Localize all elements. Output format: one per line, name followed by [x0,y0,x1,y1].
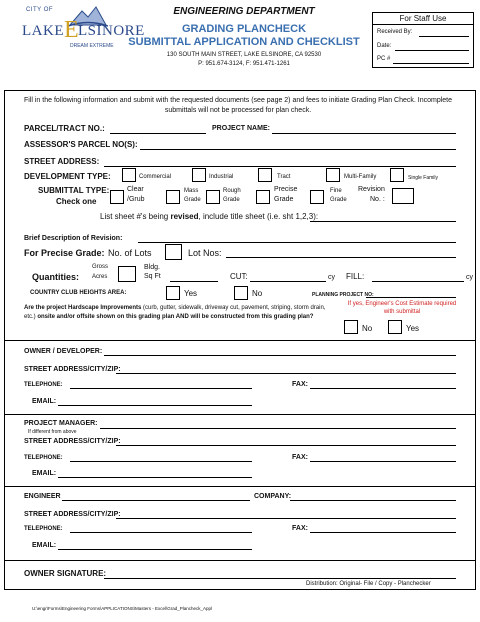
grub-label: /Grub [127,196,145,203]
pm-street-field[interactable] [116,445,456,446]
engineer-street-field[interactable] [116,518,456,519]
hardscape-question [24,304,336,322]
pc-number-field[interactable] [393,63,469,64]
hardscape-yes-label: Yes [406,324,420,333]
project-manager-label: PROJECT MANAGER: [24,420,98,427]
logo-elsinore: LSINORE [78,23,145,39]
hardscape-no-label: No [362,324,373,333]
pm-telephone-label: TELEPHONE: [24,455,63,461]
multi-family-checkbox[interactable] [326,168,340,182]
parcel-field[interactable] [110,133,206,134]
owner-email-field[interactable] [58,405,252,406]
owner-telephone-label: TELEPHONE: [24,382,63,388]
no-of-lots-label: No. of Lots [108,248,152,258]
owner-field[interactable] [104,355,456,356]
company-field[interactable] [290,500,456,501]
lot-nos-field[interactable] [226,257,456,258]
pm-street-label: STREET ADDRESS/CITY/ZIP: [24,438,121,445]
received-by-label: Received By: [377,29,413,35]
logo-e: E [64,17,79,43]
staff-date-label: Date: [377,43,392,49]
distribution-note: Distribution: Original- File / Copy - Planchecker [306,581,431,587]
clear-label: Clear [127,186,144,193]
owner-fax-field[interactable] [310,388,456,389]
owner-signature-field[interactable] [104,578,456,579]
list-sheet-text-c: , include title sheet (i.e. sht 1,2,3): [198,212,319,221]
precise-grade-label: Grade [274,196,294,203]
cut-field[interactable] [250,281,326,282]
planning-project-field[interactable] [366,297,456,298]
engineer-fax-label: FAX: [292,525,308,532]
hardscape-yes-checkbox[interactable] [388,320,402,334]
mass-label: Mass [184,188,199,194]
clear-grub-checkbox[interactable] [110,190,124,204]
brief-description-field[interactable] [138,242,456,243]
gross-acres-box[interactable] [118,266,136,282]
no-of-lots-box[interactable] [165,244,182,260]
assessor-field[interactable] [140,149,456,150]
engineer-telephone-label: TELEPHONE: [24,526,63,532]
revision-number-box[interactable] [392,188,414,204]
submittal-type-label: SUBMITTAL TYPE: [38,186,110,195]
project-manager-field[interactable] [100,428,456,429]
country-club-no-label: No [252,289,263,298]
lot-nos-label: Lot Nos: [188,248,222,258]
fill-cy-label: cy [466,274,473,281]
engineer-email-label: EMAIL: [32,542,57,549]
engineer-label: ENGINEER [24,493,61,500]
pc-number-label: PC # [377,56,391,62]
company-label: COMPANY: [254,493,292,500]
project-manager-note: If different from above [28,429,77,435]
city-logo [6,5,145,61]
header-phone: P: 951.674-3124, F: 951.471-1261 [198,61,290,67]
list-sheet-field[interactable] [310,221,456,222]
rough-label: Rough [223,188,241,194]
industrial-label: Industrial [209,174,234,180]
section-divider-1 [4,340,476,341]
header [124,0,364,67]
logo-lake: LAKE [22,23,64,39]
cut-cy-label: cy [328,274,335,281]
fine-grade-checkbox[interactable] [310,190,324,204]
owner-street-field[interactable] [116,373,456,374]
project-name-field[interactable] [272,133,456,134]
country-club-yes-checkbox[interactable] [166,286,180,300]
precise-label: Precise [274,186,298,193]
section-divider-2 [4,414,476,415]
pm-telephone-field[interactable] [70,461,252,462]
bldg-label: Bldg. [144,264,160,271]
fine-label: Fine [330,188,342,194]
pm-fax-field[interactable] [310,461,456,462]
pm-email-label: EMAIL: [32,470,57,477]
street-address-field[interactable] [104,166,456,167]
industrial-checkbox[interactable] [192,168,206,182]
sqft-label: Sq Ft [144,273,161,280]
cut-label: CUT: [230,272,248,281]
owner-signature-label: OWNER SIGNATURE: [24,569,107,578]
country-club-label: COUNTRY CLUB HEIGHTS AREA: [30,290,127,296]
fill-field[interactable] [372,281,464,282]
staff-use-title: For Staff Use [373,13,473,25]
owner-street-label: STREET ADDRESS/CITY/ZIP: [24,366,121,373]
assessor-label: ASSESSOR'S PARCEL NO(S): [24,140,138,149]
intro-text: Fill in the following information and submit with the requested documents (see page 2) and fees to initiate Grading Plan Check. Incomplete submittals will not be processed for plan check. [23,97,452,114]
acres-label: Acres [92,274,108,280]
planning-project-label: PLANNING PROJECT NO: [312,292,374,298]
list-sheet-revised: revised [170,212,199,221]
precise-grade-checkbox[interactable] [256,190,270,204]
parcel-label: PARCEL/TRACT NO.: [24,124,105,133]
pm-email-field[interactable] [58,477,252,478]
sqft-field[interactable] [170,281,218,282]
staff-use-box [372,12,474,68]
fine-grade-label: Grade [330,197,347,203]
single-family-label: Single Family [408,175,439,181]
engineer-email-field[interactable] [58,549,252,550]
country-club-no-checkbox[interactable] [234,286,248,300]
project-name-label: PROJECT NAME: [212,125,270,132]
footer-file-path: U:\engr\Forms\Engineering Forms\APPLICATIONS\Masters - Excel\Grad_Plancheck_Appl [32,606,212,611]
received-by-field[interactable] [419,36,469,37]
department-title: ENGINEERING DEPARTMENT [173,6,315,17]
owner-label: OWNER / DEVELOPER: [24,348,103,355]
development-type-label: DEVELOPMENT TYPE: [24,172,111,181]
rough-grade-label: Grade [223,197,240,203]
form-title-2: SUBMITTAL APPLICATION AND CHECKLIST [128,36,360,48]
gross-label: Gross [92,264,109,270]
quantities-label: Quantities: [32,272,80,282]
mass-grade-label: Grade [184,197,201,203]
logo-city-of: CITY OF [26,7,54,13]
pm-fax-label: FAX: [292,454,308,461]
owner-telephone-field[interactable] [70,388,252,389]
multi-family-label: Multi-Family [344,174,377,180]
commercial-label: Commercial [139,174,172,180]
owner-email-label: EMAIL: [32,398,57,405]
commercial-checkbox[interactable] [122,168,136,182]
tract-checkbox[interactable] [258,168,272,182]
check-one-label: Check one [56,197,97,206]
country-club-yes-label: Yes [184,289,198,298]
hardscape-text-b: (curb, gutter, sidewalk, driveway cut, pavement, striping, storm drain, etc.) [24,305,326,320]
staff-date-field[interactable] [395,50,469,51]
hardscape-text-a: Are the project Hardscape Improvements [24,305,142,311]
hardscape-no-checkbox[interactable] [344,320,358,334]
street-address-label: STREET ADDRESS: [24,157,100,166]
owner-fax-label: FAX: [292,381,308,388]
brief-description-label: Brief Description of Revision: [24,235,123,242]
engineer-field[interactable] [62,500,250,501]
logo-tagline: DREAM EXTREME [70,43,114,49]
list-sheet-text-a: List sheet #'s being [100,212,171,221]
mass-grade-checkbox[interactable] [166,190,180,204]
revision-no-label: No. : [370,196,385,203]
cost-estimate-note: If yes, Engineer's Cost Estimate required with submittal [347,301,457,315]
rough-grade-checkbox[interactable] [206,190,220,204]
engineer-street-label: STREET ADDRESS/CITY/ZIP: [24,511,121,518]
engineer-fax-field[interactable] [310,532,456,533]
fill-label: FILL: [346,272,365,281]
hardscape-text-c: onsite and/or offsite shown on this grading plan AND will be constructed from this grading plan? [37,314,314,320]
engineer-telephone-field[interactable] [70,532,252,533]
header-address: 130 SOUTH MAIN STREET, LAKE ELSINORE, CA 92530 [166,52,322,58]
list-sheet-label [100,212,318,221]
revision-label: Revision [358,186,385,193]
precise-grade-heading: For Precise Grade: [24,248,105,258]
single-family-checkbox[interactable] [390,168,404,182]
tract-label: Tract [277,174,291,180]
form-title-1: GRADING PLANCHECK [181,23,307,35]
section-divider-3 [4,486,476,487]
section-divider-4 [4,560,476,561]
